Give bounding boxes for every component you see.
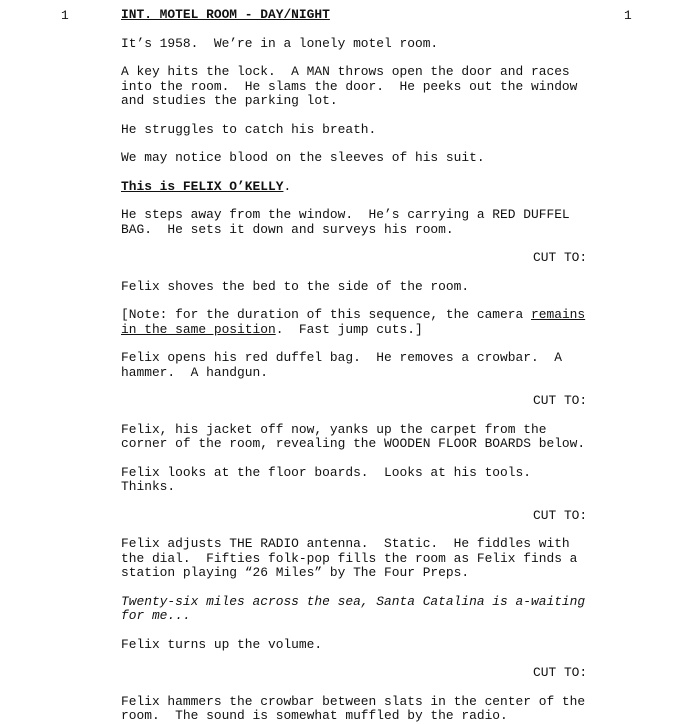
action-line: Felix hammers the crowbar between slats in the center of the xyxy=(121,693,586,709)
note-underlined: in the same position xyxy=(121,321,276,337)
note-text: . Fast jump cuts.] xyxy=(275,321,423,337)
action-line: Felix adjusts THE RADIO antenna. Static. He fiddles with xyxy=(121,536,570,551)
transition-cut-to: CUT TO: xyxy=(533,250,588,265)
action-line: Felix shoves the bed to the side of the room. xyxy=(121,278,470,294)
action-line: A key hits the lock. A MAN throws open the door and races xyxy=(121,64,570,79)
character-intro-text: This is FELIX O’KELLY xyxy=(121,178,284,194)
script-content xyxy=(121,8,621,724)
action-line: We may notice blood on the sleeves of his suit. xyxy=(121,150,485,165)
action-line: the dial. Fifties folk-pop fills the room as Felix finds a xyxy=(121,550,578,566)
action-line: Thinks. xyxy=(121,479,176,494)
note-line xyxy=(121,323,621,338)
action-line: BAG. He sets it down and surveys his room. xyxy=(121,221,454,237)
action-line: He steps away from the window. He’s carrying a RED DUFFEL xyxy=(121,207,570,222)
action-line: into the room. He slams the door. He peeks out the window xyxy=(121,78,578,94)
action-line: It’s 1958. We’re in a lonely motel room. xyxy=(121,35,439,51)
lyric-line: for me... xyxy=(121,608,191,623)
action-line: He struggles to catch his breath. xyxy=(121,121,377,137)
character-intro-period: . xyxy=(283,178,292,194)
action-line: corner of the room, revealing the WOODEN FLOOR BOARDS below. xyxy=(121,436,586,451)
note-line xyxy=(121,308,621,323)
transition-cut-to: CUT TO: xyxy=(533,393,588,408)
lyric-line: Twenty-six miles across the sea, Santa Catalina is a-waiting xyxy=(121,593,586,609)
transition-cut-to: CUT TO: xyxy=(533,507,588,523)
note-text: [Note: for the duration of this sequence, the camera xyxy=(121,307,531,322)
character-intro xyxy=(121,180,621,195)
action-line: Felix looks at the floor boards. Looks at his tools. xyxy=(121,464,531,480)
action-line: hammer. A handgun. xyxy=(121,364,268,380)
action-line: Felix turns up the volume. xyxy=(121,636,323,652)
action-line: Felix, his jacket off now, yanks up the carpet from the xyxy=(121,421,547,437)
scene-heading: INT. MOTEL ROOM - DAY/NIGHT xyxy=(121,7,330,22)
scene-number-left: 1 xyxy=(61,8,69,23)
note-underlined: remains xyxy=(531,307,586,322)
action-line: Felix opens his red duffel bag. He removes a crowbar. A xyxy=(121,350,562,365)
action-line: and studies the parking lot. xyxy=(121,93,338,108)
action-line: room. The sound is somewhat muffled by the radio. xyxy=(121,708,508,723)
action-line: station playing “26 Miles” by The Four Preps. xyxy=(121,565,470,580)
transition-cut-to: CUT TO: xyxy=(533,665,588,680)
scene-number-right: 1 xyxy=(624,8,632,23)
